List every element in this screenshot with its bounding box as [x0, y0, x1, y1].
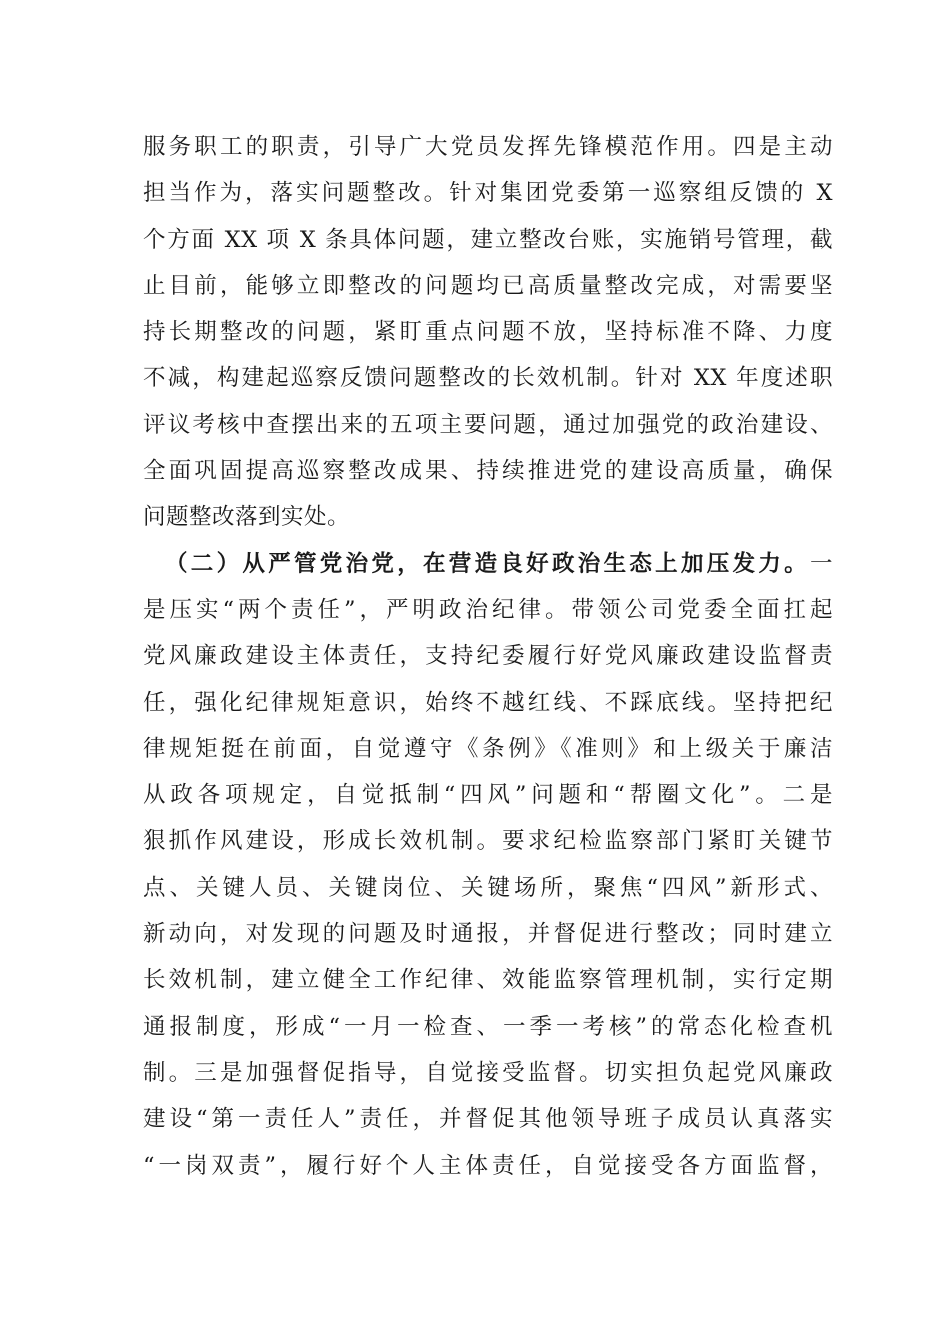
text-line: 持长期整改的问题，紧盯重点问题不放，坚持标准不降、力度 — [143, 319, 833, 346]
text-line-last: 问题整改落到实处。 — [143, 504, 351, 531]
section-heading: （二）从严管党治党，在营造良好政治生态上加压发力。 — [165, 550, 810, 577]
text-line: 通报制度，形成“一月一检查、一季一考核”的常态化检查机 — [143, 1013, 833, 1040]
text-line: “一岗双责”，履行好个人主体责任，自觉接受各方面监督， — [143, 1152, 833, 1179]
text-line: 长效机制，建立健全工作纪律、效能监察管理机制，实行定期 — [143, 967, 833, 994]
text-line: 任，强化纪律规矩意识，始终不越红线、不踩底线。坚持把纪 — [143, 689, 833, 716]
text-line: 新动向，对发现的问题及时通报，并督促进行整改；同时建立 — [143, 921, 833, 948]
paragraph-2 — [143, 541, 833, 1189]
text-line: 党风廉政建设主体责任，支持纪委履行好党风廉政建设监督责 — [143, 643, 833, 670]
text-line: 狠抓作风建设，形成长效机制。要求纪检监察部门紧盯关键节 — [143, 828, 833, 855]
text-line: 是压实“两个责任”，严明政治纪律。带领公司党委全面扛起 — [143, 596, 833, 623]
text-line: 个方面 XX 项 X 条具体问题，建立整改台账，实施销号管理，截 — [143, 226, 833, 253]
text-line: 律规矩挺在前面，自觉遵守《条例》《准则》和上级关于廉洁 — [143, 735, 833, 762]
heading-tail-text: 一 — [809, 550, 833, 577]
body-text — [143, 124, 833, 1189]
text-line: 建设“第一责任人”责任，并督促其他领导班子成员认真落实 — [143, 1106, 833, 1133]
text-line: 全面巩固提高巡察整改成果、持续推进党的建设高质量，确保 — [143, 458, 833, 485]
text-line: 担当作为，落实问题整改。针对集团党委第一巡察组反馈的 X — [143, 180, 833, 207]
text-line: 制。三是加强督促指导，自觉接受监督。切实担负起党风廉政 — [143, 1059, 833, 1086]
text-line: 评议考核中查摆出来的五项主要问题，通过加强党的政治建设、 — [143, 411, 833, 438]
paragraph-1 — [143, 124, 833, 541]
section-heading-line — [143, 541, 833, 587]
text-line: 止目前，能够立即整改的问题均已高质量整改完成，对需要坚 — [143, 272, 833, 299]
text-line: 不减，构建起巡察反馈问题整改的长效机制。针对 XX 年度述职 — [143, 365, 833, 392]
text-line: 服务职工的职责，引导广大党员发挥先锋模范作用。四是主动 — [143, 134, 833, 160]
text-line: 点、关键人员、关键岗位、关键场所，聚焦“四风”新形式、 — [143, 874, 833, 901]
text-line: 从政各项规定，自觉抵制“四风”问题和“帮圈文化”。二是 — [143, 782, 833, 809]
